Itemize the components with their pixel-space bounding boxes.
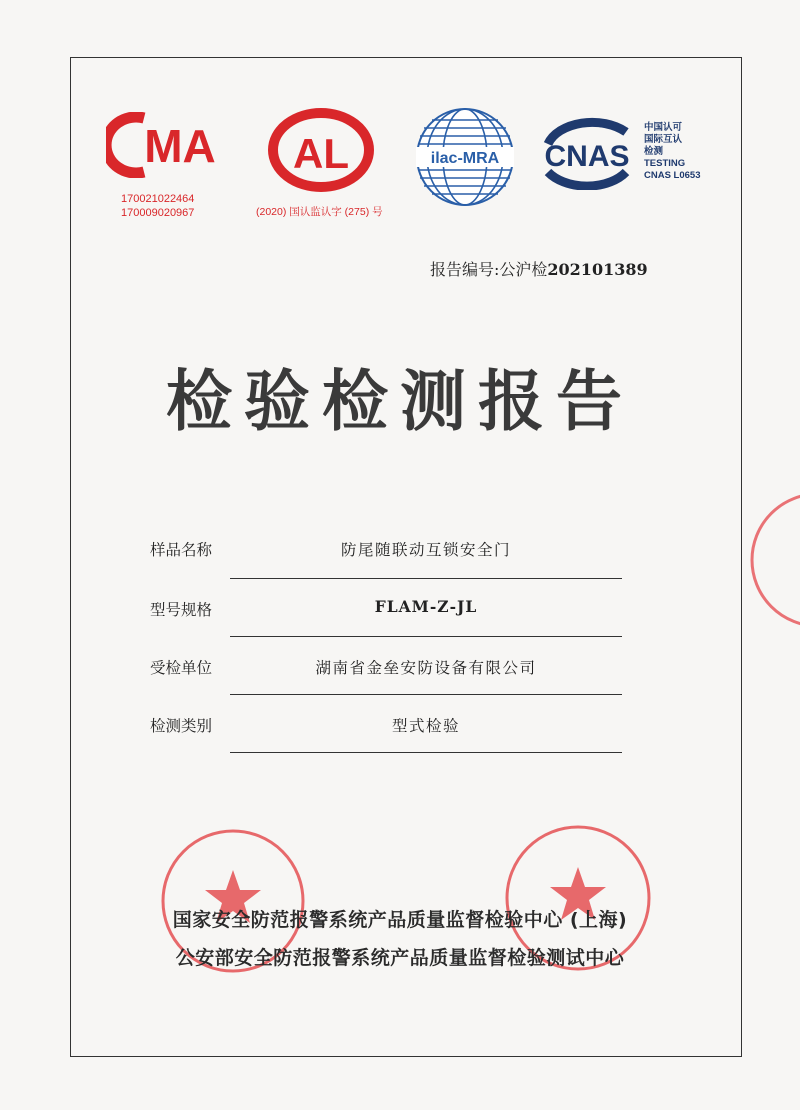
organization-name-1: 国家安全防范报警系统产品质量监督检验中心 (上海) bbox=[172, 909, 628, 931]
cnas-line-1: 中国认可 bbox=[644, 122, 683, 133]
field-underline bbox=[230, 636, 622, 637]
cma-number-2: 170009020967 bbox=[121, 207, 195, 219]
cal-approval: (2020) 国认监认字 (275) 号 bbox=[256, 206, 383, 218]
seal-icon bbox=[748, 490, 800, 630]
cal-logo-icon bbox=[266, 108, 376, 192]
field-value-sample-name: 防尾随联动互锁安全门 bbox=[340, 541, 511, 559]
field-underline bbox=[230, 578, 622, 579]
report-number-label: 报告编号:公沪检 bbox=[430, 260, 548, 279]
field-value-model: FLAM-Z-JL bbox=[374, 597, 478, 616]
ilac-globe-icon bbox=[414, 106, 516, 208]
field-value-client: 湖南省金垒安防设备有限公司 bbox=[315, 659, 537, 677]
cnas-line-3: 检测 bbox=[644, 146, 664, 157]
report-number bbox=[430, 257, 648, 280]
cal-logo-text: AL bbox=[293, 130, 349, 177]
field-label-sample-name: 样品名称 bbox=[150, 541, 213, 559]
cnas-logo-text: CNAS bbox=[544, 140, 630, 173]
cma-logo bbox=[106, 112, 224, 178]
cnas-line-4: TESTING bbox=[644, 158, 686, 169]
cal-logo bbox=[266, 108, 376, 192]
cnas-logo bbox=[534, 114, 640, 190]
report-number-value: 202101389 bbox=[547, 260, 648, 279]
cnas-accreditation-text bbox=[644, 122, 701, 182]
cnas-logo-icon bbox=[534, 114, 640, 190]
organization-name-2: 公安部安全防范报警系统产品质量监督检验测试中心 bbox=[175, 947, 625, 969]
field-underline bbox=[230, 752, 622, 753]
ilac-mra-logo bbox=[414, 106, 516, 208]
cma-logo-icon bbox=[106, 112, 224, 178]
cma-logo-text: MA bbox=[144, 120, 216, 172]
field-label-test-type: 检测类别 bbox=[150, 717, 213, 735]
cnas-line-2: 国际互认 bbox=[644, 134, 683, 145]
field-value-test-type: 型式检验 bbox=[391, 717, 460, 735]
partial-seal-edge bbox=[748, 490, 800, 630]
field-label-client: 受检单位 bbox=[150, 659, 213, 677]
field-underline bbox=[230, 694, 622, 695]
ilac-logo-text: ilac-MRA bbox=[430, 150, 500, 167]
cma-numbers bbox=[121, 192, 194, 220]
page-title: 检验检测报告 bbox=[166, 363, 634, 440]
field-label-model: 型号规格 bbox=[150, 601, 213, 619]
cma-number-1: 170021022464 bbox=[121, 193, 195, 205]
cnas-line-5: CNAS L0653 bbox=[644, 170, 701, 181]
